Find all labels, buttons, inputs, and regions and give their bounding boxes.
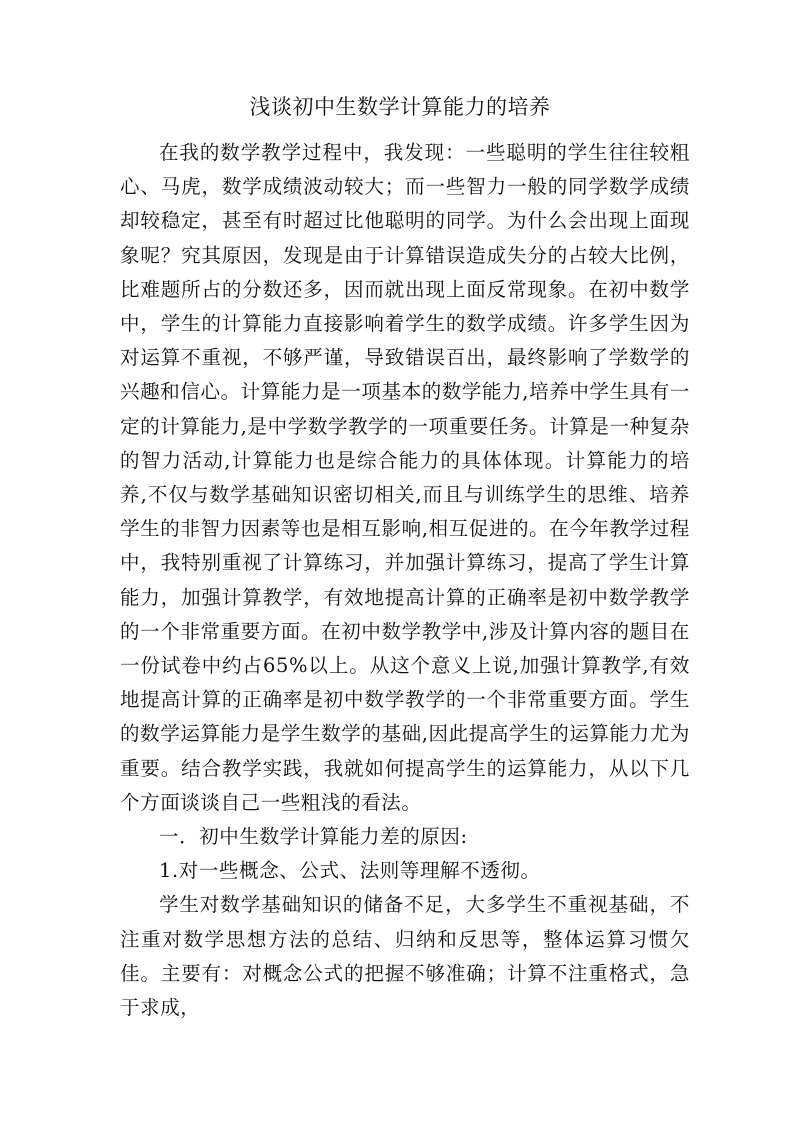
subsection-heading: 1.对一些概念、公式、法则等理解不透彻。 — [159, 859, 541, 883]
section-heading: 一．初中生数学计算能力差的原因: — [159, 825, 468, 849]
intro-paragraph: 在我的数学教学过程中，我发现：一些聪明的学生往往较粗心、马虎，数学成绩波动较大；而一些智力一般的同学数学成绩却较稳定，甚至有时超过比他聪明的同学。为什么会出现上面现象呢？究其原因，发现是由于计算错误造成失分的占较大比例，比难题所占的分数还多，因而就出现上面反常现象。在初中数学中，学生的计算能力直接影响着学生的数学成绩。许多学生因为对运算不重视，不够严谨，导致错误百出，最终影响了学数学的兴趣和信心。计算能力是一项基本的数学能力,培养中学生具有一定的计算能力,是中学数学教学的一项重要任务。计算是一种复杂的智力活动,计算能力也是综合能力的具体体现。计算能力的培养,不仅与数学基础知识密切相关,而且与训练学生的思维、培养学生的非智力因素等也是相互影响,相互促进的。在今年教学过程中，我特别重视了计算练习，并加强计算练习，提高了学生计算能力，加强计算教学，有效地提高计算的正确率是初中数学教学的一个非常重要方面。在初中数学教学中,涉及计算内容的题目在一份试卷中约占65%以上。从这个意义上说,加强计算教学,有效地提高计算的正确率是初中数学教学的一个非常重要方面。学生的数学运算能力是学生数学的基础,因此提高学生的运算能力尤为重要。结合教学实践，我就如何提高学生的运算能力，从以下几个方面谈谈自己一些粗浅的看法。 — [120, 141, 690, 814]
body-paragraph-2: 学生对数学基础知识的储备不足，大多学生不重视基础，不注重对数学思想方法的总结、归纳和反思等，整体运算习惯欠佳。主要有：对概念公式的把握不够准确；计算不注重格式，急于求成， — [120, 893, 690, 1020]
document-body — [120, 136, 690, 1025]
document-title: 浅谈初中生数学计算能力的培养 — [249, 95, 551, 119]
